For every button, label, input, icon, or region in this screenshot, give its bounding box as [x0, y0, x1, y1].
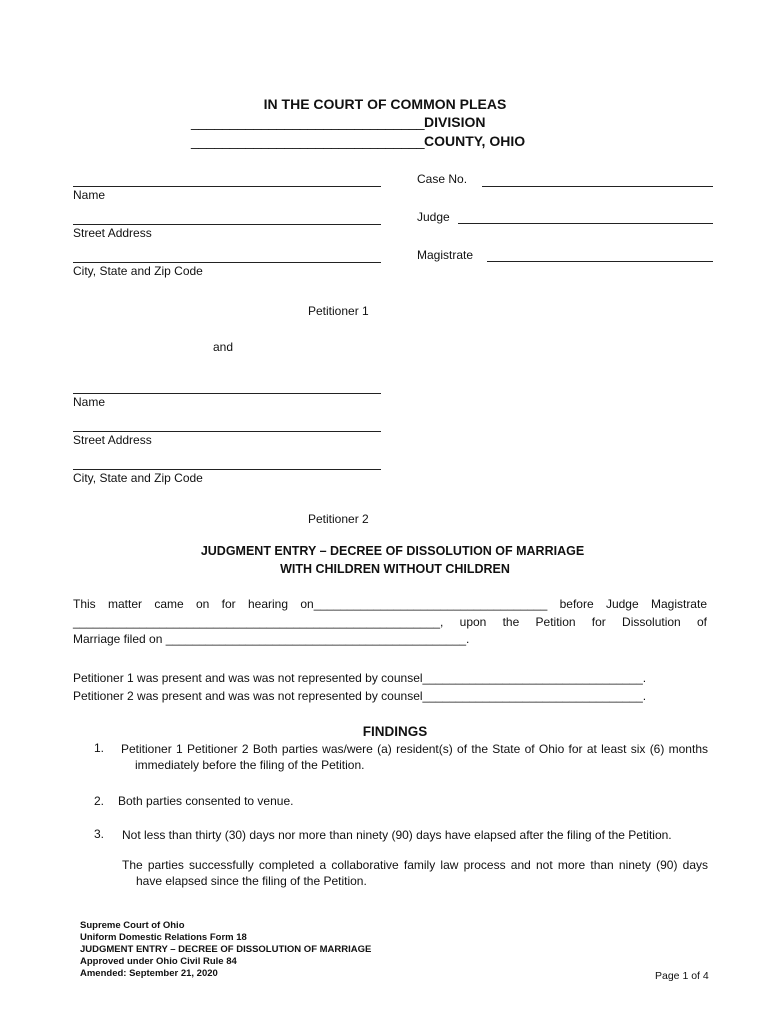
and-text: and [213, 340, 234, 354]
finding-text: Petitioner 1 Petitioner 2 Both parties was/were (a) resident(s) of the State of Ohio for at least six (6) months immediately before the filing of the Petition. [121, 742, 708, 772]
petitioner2-city-line[interactable] [73, 469, 381, 470]
footer-amended: Amended: September 21, 2020 [80, 968, 218, 979]
hearing-line1: This matter came on for hearing on___________________________________ before Judge Magistrate [73, 597, 707, 611]
footer-court: Supreme Court of Ohio [80, 920, 185, 931]
petitioner2-city-label: City, State and Zip Code [73, 471, 203, 485]
petitioner2-street-label: Street Address [73, 433, 152, 447]
finding-text: Both parties consented to venue. [118, 794, 294, 808]
petitioner1-name-line[interactable] [73, 186, 381, 187]
finding-text: Not less than thirty (30) days nor more than ninety (90) days have elapsed after the filing of the Petition. [122, 828, 672, 842]
footer-approval: Approved under Ohio Civil Rule 84 [80, 956, 237, 967]
petitioner1-street-line[interactable] [73, 224, 381, 225]
footer-form: Uniform Domestic Relations Form 18 [80, 932, 247, 943]
finding-number: 1. [94, 741, 105, 755]
petitioner1-city-label: City, State and Zip Code [73, 264, 203, 278]
case-no-label: Case No. [417, 172, 468, 186]
magistrate-field[interactable] [487, 261, 713, 262]
case-no-field[interactable] [482, 186, 713, 187]
petitioner1-street-label: Street Address [73, 226, 152, 240]
court-title: IN THE COURT OF COMMON PLEAS [263, 96, 507, 112]
magistrate-label: Magistrate [417, 248, 474, 262]
footer-title: JUDGMENT ENTRY – DECREE OF DISSOLUTION OF MARRIAGE [80, 944, 372, 955]
document-title-line2: WITH CHILDREN WITHOUT CHILDREN [280, 562, 510, 576]
petitioner2-name-line[interactable] [73, 393, 381, 394]
hearing-line2: _______________________________________________________, upon the Petition for Dissolution of [73, 615, 707, 629]
petitioner2-presence: Petitioner 2 was present and was was not represented by counsel_________________________________. [73, 689, 647, 703]
finding-number: 3. [94, 827, 105, 841]
hearing-line3: Marriage filed on _____________________________________________. [73, 632, 470, 646]
form-footer [80, 920, 371, 980]
judge-label: Judge [417, 210, 450, 224]
finding-alt-text: The parties successfully completed a collaborative family law process and not more than ninety (90) days have elapsed since the filing of the Petition. [122, 858, 708, 888]
judge-field[interactable] [458, 223, 713, 224]
findings-heading: FINDINGS [362, 724, 428, 739]
division-label: DIVISION [424, 114, 486, 130]
county-label: COUNTY, OHIO [424, 133, 526, 149]
petitioner2-street-line[interactable] [73, 431, 381, 432]
county-blank: ______________________________ [191, 133, 425, 149]
petitioner1-presence: Petitioner 1 was present and was was not represented by counsel_________________________________. [73, 671, 647, 685]
petitioner1-name-label: Name [73, 188, 106, 202]
finding-number: 2. [94, 794, 105, 808]
petitioner1-role: Petitioner 1 [308, 304, 369, 318]
petitioner2-role: Petitioner 2 [308, 512, 369, 526]
page-number: Page 1 of 4 [655, 970, 709, 982]
petitioner2-name-label: Name [73, 395, 106, 409]
petitioner1-city-line[interactable] [73, 262, 381, 263]
document-title-line1: JUDGMENT ENTRY – DECREE OF DISSOLUTION OF MARRIAGE [200, 544, 585, 558]
division-blank: ______________________________ [191, 114, 425, 130]
